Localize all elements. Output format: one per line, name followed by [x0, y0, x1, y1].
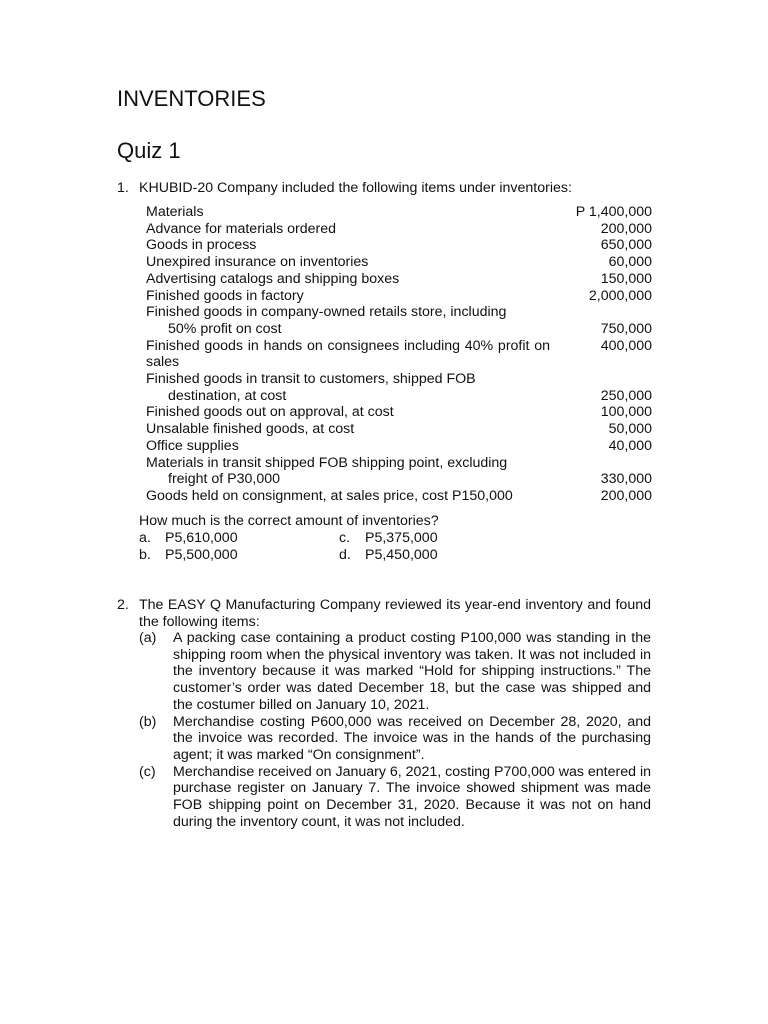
- inventory-item: [146, 455, 652, 488]
- subitem-text: Merchandise received on January 6, 2021, costing P700,000 was entered in purchase register on January 7. The invoice showed shipment was made FOB shipping point on December 31, 2020. Because it was not on hand during the inventory count, it was not included.: [173, 763, 651, 830]
- inventory-item: [146, 421, 652, 438]
- choice-text: P5,500,000: [165, 546, 238, 563]
- question-1-intro: KHUBID-20 Company included the following items under inventories:: [139, 180, 572, 196]
- inventory-items-list: [146, 204, 652, 505]
- inventory-item: [146, 371, 652, 404]
- item-amount: P 1,400,000: [575, 204, 652, 220]
- answer-choices: [139, 530, 539, 563]
- item-label: Finished goods out on approval, at cost: [146, 404, 394, 421]
- item-amount: 40,000: [608, 437, 652, 454]
- inventory-item: [146, 404, 652, 421]
- item-amount: 750,000: [600, 320, 652, 337]
- subitem-b: [139, 714, 651, 764]
- choice-c: [339, 530, 539, 547]
- item-amount: 250,000: [600, 387, 652, 404]
- question-1-number: 1.: [117, 180, 129, 196]
- subitem-text: A packing case containing a product costing P100,000 was standing in the shipping room when the physical inventory was taken. It was not included in the inventory because it was marked “Hold for shipping instructions.” The customer’s order was dated December 18, but the case was shipped and the costumer billed on January 10, 2021.: [173, 630, 651, 713]
- question-2-number: 2.: [117, 597, 129, 613]
- inventory-item: [146, 254, 652, 271]
- choice-text: P5,375,000: [365, 530, 438, 546]
- choice-letter: d.: [339, 546, 351, 563]
- question-2-intro: The EASY Q Manufacturing Company reviewed its year-end inventory and found the following items:: [139, 597, 651, 630]
- item-label: [146, 455, 550, 488]
- item-label: Unsalable finished goods, at cost: [146, 421, 355, 438]
- inventory-item: [146, 288, 652, 305]
- inventory-item: [146, 304, 652, 337]
- choice-letter: c.: [339, 530, 351, 546]
- inventory-item: [146, 488, 652, 505]
- item-amount: 330,000: [600, 471, 652, 488]
- item-amount: 400,000: [600, 337, 652, 354]
- item-label: Office supplies: [146, 437, 239, 454]
- item-amount: 2,000,000: [588, 287, 652, 304]
- item-label: Finished goods in hands on consignees including 40% profit on sales: [146, 337, 550, 371]
- item-label-line2: 50% profit on cost: [168, 320, 282, 337]
- quiz-title: Quiz 1: [117, 138, 181, 163]
- inventory-item: [146, 204, 652, 221]
- item-label: Unexpired insurance on inventories: [146, 254, 369, 271]
- item-amount: 150,000: [600, 270, 652, 287]
- subitem-letter: (c): [139, 763, 156, 780]
- item-amount: 200,000: [600, 487, 652, 504]
- choice-letter: b.: [139, 546, 151, 563]
- inventory-item: [146, 338, 652, 371]
- inventory-item: [146, 271, 652, 288]
- item-label: Finished goods in factory: [146, 287, 304, 304]
- subitem-a: [139, 630, 651, 714]
- inventory-item: [146, 237, 652, 254]
- choice-b: [139, 547, 339, 564]
- choice-row: [139, 547, 539, 564]
- choice-text: P5,610,000: [165, 530, 238, 546]
- item-label: Advertising catalogs and shipping boxes: [146, 270, 400, 287]
- item-label: [146, 371, 550, 404]
- item-label: Goods in process: [146, 237, 257, 254]
- question-2-subitems: [139, 630, 651, 830]
- item-label-line1: Finished goods in transit to customers, shipped FOB: [146, 371, 476, 388]
- subitem-text: Merchandise costing P600,000 was received on December 28, 2020, and the invoice was recorded. The invoice was in the hands of the purchasing agent; it was marked “On consignment”.: [173, 713, 651, 763]
- subitem-c: [139, 764, 651, 831]
- item-label: [146, 304, 550, 337]
- inventory-item: [146, 438, 652, 455]
- item-label-line2: freight of P30,000: [168, 471, 281, 488]
- item-amount: 60,000: [608, 254, 652, 271]
- item-label: Advance for materials ordered: [146, 220, 337, 237]
- item-label: Goods held on consignment, at sales price, cost P150,000: [146, 487, 513, 504]
- choice-a: [139, 530, 339, 547]
- subitem-letter: (a): [139, 630, 157, 646]
- subitem-letter: (b): [139, 713, 157, 730]
- choice-d: [339, 547, 539, 564]
- item-label-line1: Finished goods in company-owned retails store, including: [146, 304, 507, 321]
- item-amount: 100,000: [600, 404, 652, 421]
- document-title: INVENTORIES: [117, 86, 266, 111]
- item-amount: 50,000: [608, 421, 652, 438]
- choice-row: [139, 530, 539, 547]
- question-1-prompt: How much is the correct amount of inventories?: [139, 513, 439, 529]
- item-label-line2: destination, at cost: [168, 387, 287, 404]
- inventory-item: [146, 221, 652, 238]
- item-amount: 650,000: [600, 237, 652, 254]
- item-amount: 200,000: [600, 220, 652, 237]
- choice-text: P5,450,000: [365, 546, 438, 563]
- item-label: Materials: [146, 204, 204, 220]
- choice-letter: a.: [139, 530, 151, 546]
- item-label-line1: Materials in transit shipped FOB shipping point, excluding: [146, 454, 508, 471]
